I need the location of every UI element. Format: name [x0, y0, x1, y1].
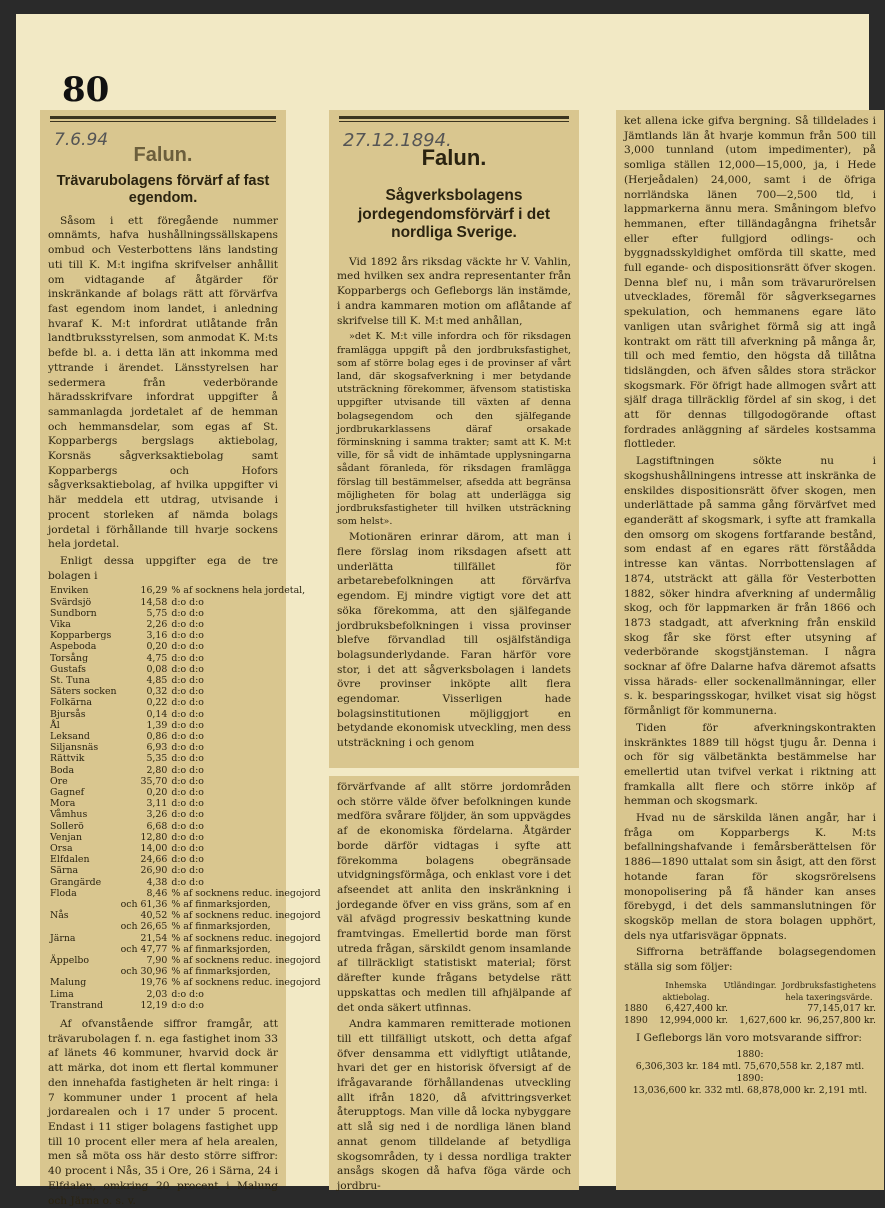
gefle-year-1890: 1890: [736, 1073, 764, 1085]
table-cell: d:o d:o [171, 820, 204, 832]
table-cell: 21,54 [140, 932, 168, 944]
table-cell: d:o d:o [171, 876, 204, 888]
table-cell: 2,26 [146, 618, 168, 630]
table-row [624, 1003, 876, 1015]
table-cell: Grangärde [50, 876, 102, 888]
table-cell: Säters socken [50, 686, 117, 698]
article-title: Trävarubolagens förvärf af fast egendom. [56, 173, 270, 207]
table-cell: 14,00 [140, 843, 168, 855]
table-cell: Enviken [50, 585, 89, 597]
table-header: Utländingar. [723, 979, 777, 990]
table-cell: d:o d:o [171, 787, 204, 799]
table-cell: % af finmarksjorden, [171, 921, 271, 933]
clipping-sagverksbolagen-continued [329, 776, 579, 1190]
article-paragraph: Andra kammaren remitterade motionen till ett tillfälligt utskott, och detta afgaf öfver densamma ett vidlyftigt utlåtande, hvari det ger en historisk öfversigt af de ifrågavarande förhållandenas utveckling allt ifrån 1820, då afvittringsverket återupptogs. Man ville då locka nybyggare att slå sig ned i de nordliga länen bland annat genom tilldelande af betydliga skogsområden, ty i dessa nordliga trakter ansågs skogen då hafva föga värde och jordbru- [337, 1018, 571, 1192]
table-row [48, 765, 323, 776]
table-cell: Våmhus [50, 809, 88, 821]
table-header: Inhemska aktiebolag. [662, 979, 710, 1002]
table-cell: 7,90 [146, 955, 168, 967]
scrapbook-page [16, 14, 876, 1207]
table-cell: 0,22 [146, 697, 168, 709]
table-row [48, 630, 323, 641]
handwritten-date: 27.12.1894. [343, 130, 452, 151]
table-cell: 35,70 [140, 775, 168, 787]
clipping-travarubolagen [40, 110, 321, 1207]
table-row [48, 832, 323, 843]
table-cell: 0,32 [146, 686, 168, 698]
article-paragraph: Såsom i ett föregående nummer omnämts, hafva hushållningssällskapens ombud och Vesterbottens läns landsting uti till K. M:t ingifna skrifvelser anhållit om vidtagande af åtgärder för inskränkande af bolags rätt att förvärfva fast egendom inom landet, i anledning hvaraf K. M:t infordrat utlåtande från landtbruksstyrelsen, som anmodat K. M:ts befde bl. a. i detta län att inkomma med yttrande i ärendet. Länsstyrelsen har sedermera från vederbörande häradsskrifvare infordrat uppgifter å sammanlagda jordetalet af de hemman och hemmansdelar, som egas af St. Kopparbergs bergslags aktiebolag, Korsnäs sågverksaktiebolag samt Kopparbergs och Hofors sågverksaktiebolag, af hvilka uppgifter vi här meddela ett utdrag, utvisande i procent storleken af nämda bolags jordetal i förhållande till hvarje sockens hela jordetal. [48, 214, 278, 551]
table-row [48, 686, 323, 697]
table-cell: Mora [50, 798, 76, 810]
table-cell: Rättvik [50, 753, 85, 765]
table-cell: 5,75 [146, 607, 168, 619]
table-cell: Sollerö [50, 820, 84, 832]
table-cell: 6,68 [146, 820, 168, 832]
table-cell: 4,75 [146, 652, 168, 664]
table-cell: St. Tuna [50, 674, 91, 686]
table-cell: 4,85 [146, 674, 168, 686]
table-row [48, 641, 323, 652]
table-cell [48, 921, 119, 932]
table-cell: d:o d:o [171, 742, 204, 754]
article-paragraph: Vid 1892 års riksdag väckte hr V. Vahlin, med hvilken sex andra representanter från Kopparbergs och Gefleborgs län instämde, i andra kammaren motion om aflåtande af skrifvelse till K. M:t med anhållan, [337, 255, 571, 327]
table-cell: 12,994,000 kr. [659, 1014, 728, 1026]
table-row [48, 787, 323, 798]
table-cell: d:o d:o [171, 775, 204, 787]
table-cell: d:o d:o [171, 843, 204, 855]
table-cell: % af socknens reduc. inegojord [171, 977, 321, 989]
table-cell: 3,26 [146, 809, 168, 821]
table-cell: d:o d:o [171, 630, 204, 642]
table-cell: % af socknens reduc. inegojord [171, 955, 321, 967]
table-cell: 14,58 [140, 596, 168, 608]
table-cell: 0,20 [146, 787, 168, 799]
table-cell: Bjursås [50, 708, 86, 720]
table-row [48, 608, 323, 619]
table-cell: d:o d:o [171, 641, 204, 653]
table-row [48, 809, 323, 820]
table-cell: 2,03 [146, 988, 168, 1000]
table-cell: Vika [50, 618, 71, 630]
table-cell: d:o d:o [171, 798, 204, 810]
table-cell: d:o d:o [171, 652, 204, 664]
table-cell: och 26,65 [120, 921, 168, 933]
table-cell: 6,93 [146, 742, 168, 754]
table-cell: Elfdalen [50, 854, 90, 866]
table-cell: 3,11 [146, 798, 168, 810]
table-row [48, 585, 323, 596]
table-cell: Gagnef [50, 787, 85, 799]
table-cell: och 30,96 [120, 966, 168, 978]
table-cell: Äppelbo [50, 955, 89, 967]
table-cell: d:o d:o [171, 618, 204, 630]
table-cell: d:o d:o [171, 596, 204, 608]
article-paragraph: Siffrorna beträffande bolagsegendomen ställa sig som följer: [624, 946, 876, 974]
table-cell: d:o d:o [171, 663, 204, 675]
table-cell [728, 1003, 802, 1015]
article-paragraph: ket allena icke gifva bergning. Så tilldelades i Jämtlands län åt hvarje kommun från 500 till 3,000 tunnland (utom impedimenter), på somliga ställen 12,000—15,000, ja, i Hede (Herjeådalen) 24,000, samt i de öfriga norrländska länen 700—2,500 tld, i lappmarkerna ännu mera. Småningom blefvo hemmanen, efter tilländagångna frihetsår eller efter fullgjord odlings- och byggnadsskyldighet omförda till skatte, med full egande- och dispositionsrätt öfver skogen. Denna blef nu, i mån som trävarurörelsen utvecklades, föremål för sågverksegarnes spekulation, och hemmanens egare läto vanligen utan svårighet förmå sig att ingå kontrakt om rätt till afverkning på många år, till och med femtio, den högsta då tillåtna tidslängden, och äfven såldes stora sträckor skogsmark. För öfrigt hade allmogen svårt att själf draga tillräcklig fördel af sin skog, i det att för dennas tillgodogörande oftast fordrades anläggning af särdeles kostsamma flottleder. [624, 115, 876, 451]
table-row [48, 854, 323, 865]
table-cell: d:o d:o [171, 708, 204, 720]
table-cell: 6,427,400 kr. [665, 1002, 728, 1014]
table-cell: 4,38 [146, 876, 168, 888]
table-cell: d:o d:o [171, 607, 204, 619]
table-row [48, 877, 323, 888]
table-row [48, 933, 323, 944]
table-cell: Malung [50, 977, 87, 989]
property-value-table [624, 979, 876, 1027]
table-cell: d:o d:o [171, 697, 204, 709]
table-cell: Transtrand [50, 999, 104, 1011]
table-cell: Särna [50, 865, 79, 877]
table-cell: Boda [50, 764, 75, 776]
gefle-row-1880: 6,306,303 kr. 184 mtl. 75,670,558 kr. 2,187 mtl. [635, 1061, 865, 1073]
table-cell: 1890 [624, 1014, 648, 1026]
table-cell: % af finmarksjorden, [171, 899, 271, 911]
table-cell [48, 944, 119, 955]
table-cell: och 47,77 [120, 943, 168, 955]
table-cell: 16,29 [140, 585, 168, 597]
table-cell: 12,19 [140, 999, 168, 1011]
table-row [48, 910, 323, 921]
clipping-sagverksbolagen-continued-2 [616, 110, 884, 1190]
table-cell: 1,39 [146, 719, 168, 731]
table-cell: d:o d:o [171, 686, 204, 698]
table-cell: Orsa [50, 843, 73, 855]
table-cell: 12,80 [140, 831, 168, 843]
table-row [48, 675, 323, 686]
table-cell: Aspeboda [50, 641, 97, 653]
table-row [48, 697, 323, 708]
table-cell: d:o d:o [171, 854, 204, 866]
article-city: Falun. [421, 145, 487, 170]
table-cell: % af finmarksjorden, [171, 966, 271, 978]
table-cell: % af finmarksjorden, [171, 943, 271, 955]
table-cell: d:o d:o [171, 764, 204, 776]
table-header: Jordbruksfastighetens hela taxeringsvärde. [781, 979, 876, 1002]
table-cell: 2,80 [146, 764, 168, 776]
table-cell: Leksand [50, 731, 90, 742]
table-row [48, 843, 323, 854]
table-cell: Svärdsjö [50, 596, 92, 608]
table-row [48, 944, 323, 955]
table-row [48, 597, 323, 608]
table-cell: Siljansnäs [50, 742, 99, 754]
table-cell: d:o d:o [171, 809, 204, 821]
table-cell: % af socknens reduc. inegojord [171, 910, 321, 922]
table-row [48, 731, 323, 742]
table-row [48, 776, 323, 787]
table-cell: d:o d:o [171, 731, 204, 742]
table-row [48, 653, 323, 664]
table-cell [48, 966, 119, 977]
table-cell: 8,46 [146, 887, 168, 899]
table-cell: d:o d:o [171, 674, 204, 686]
top-rule [50, 116, 276, 119]
table-cell: 0,08 [146, 663, 168, 675]
article-paragraph: förvärfvande af allt större jordområden och större välde öfver befolkningen kunde medföra svårare följder, än som uppvägdes af de ekonomiska fördelarna. Åtgärder borde därför vidtagas i syfte att förekomma bolagens obegränsade utvidgningsförmåga, och enklast vore i det afseendet att anlita den inskränkning i jordegande öfver en viss gräns, som af en väl afvägd progressiv beskattning kunde framtvingas. Emellertid borde man först utreda frågan, särskildt genom insamlande af tillräckligt statistiskt material; först därefter kunde frågans betydelse rätt uppskattas och medlen till afhjälpande af det onda säkert utfinnas. [337, 781, 571, 1014]
table-cell: 5,35 [146, 753, 168, 765]
table-row [624, 1015, 876, 1027]
table-row [48, 955, 323, 966]
table-cell: Torsång [50, 652, 89, 664]
table-cell: 96,257,800 kr. [807, 1014, 876, 1026]
table-row [48, 742, 323, 753]
table-cell: d:o d:o [171, 865, 204, 877]
table-cell: d:o d:o [171, 988, 204, 1000]
top-rule-thin [50, 121, 276, 122]
table-cell: 1,627,600 kr. [739, 1014, 802, 1026]
handwritten-date: 7.6.94 [54, 130, 109, 150]
table-row [48, 977, 323, 988]
table-cell: 40,52 [140, 910, 168, 922]
clipping-sagverksbolagen [329, 110, 579, 768]
table-row [48, 709, 323, 720]
table-cell: Venjan [50, 831, 83, 843]
table-cell: Ål [50, 719, 60, 731]
table-row [48, 989, 323, 1000]
table-cell: d:o d:o [171, 831, 204, 843]
table-row [48, 664, 323, 675]
table-row [48, 1000, 323, 1011]
gefle-year-1880: 1880: [736, 1049, 764, 1061]
top-rule-thin [339, 121, 569, 122]
article-city: Falun. [133, 144, 193, 166]
table-row [48, 921, 323, 932]
table-cell: % af socknens hela jordetal, [171, 585, 306, 597]
table-cell: 0,14 [146, 708, 168, 720]
table-row [48, 888, 323, 899]
table-cell: Nås [50, 910, 69, 922]
article-paragraph: Motionären erinrar därom, att man i flere förslag inom riksdagen afsett att underlätta tillfället för arbetarebefolkningen att förvärfva egendom. Ej mindre vigtigt vore det att söka förekomma, att den själfegande jordbruksbefolkningen i vissa provinser blefve förvandlad till osjälfständiga bolagsunderlydande. Faran härför vore stor, i det att sågverksbolagen i landets övre provinser inköpte allt flera egendomar. Visserligen hade bolagsinstitutionen möjliggjort en betydande ekonomisk utveckling, men dess utsträckning i och genom [337, 531, 571, 750]
table-row [48, 798, 323, 809]
table-cell: d:o d:o [171, 719, 204, 731]
table-cell: 19,76 [140, 977, 168, 989]
table-cell: 0,20 [146, 641, 168, 653]
parish-percentage-table [48, 585, 323, 1011]
article-paragraph: Tiden för afverkningskontrakten inskränktes 1889 till högst tjugu år. Denna i och för sig välbetänkta bestämmelse har emellertid utan tvifvel verkat i riktning att framkalla allt flere och större inköp af hemman och skogsmark. [624, 721, 876, 808]
table-cell: Järna [50, 932, 76, 944]
table-cell: Kopparbergs [50, 630, 112, 642]
table-cell: % af socknens reduc. inegojord [171, 932, 321, 944]
table-cell: 24,66 [140, 854, 168, 866]
article-paragraph: Af ofvanstående siffror framgår, att trävarubolagen f. n. ega fastighet inom 33 af länets 46 kommuner, hvarvid dock är att märka, dot inom ett flertal kommuner den innehafda fastigheten är helt ringa: i 7 kommuner under 1 procent af hela jordarealen och i 17 under 5 procent. Endast i 11 stiger bolagens fastighet upp till 10 procent eller mera af hela arealen, men så möta oss här desto större siffror: 40 procent i Nås, 35 i Ore, 26 i Särna, 24 i Elfdalen, omkring 20 procent i Malung och Järna o. s. v. [48, 1018, 278, 1207]
table-cell: % af socknens reduc. inegojord [171, 887, 321, 899]
table-cell: Folkärna [50, 697, 93, 709]
table-cell: 77,145,017 kr. [807, 1002, 876, 1014]
table-cell: Lima [50, 988, 74, 1000]
table-cell: Sundborn [50, 607, 97, 619]
table-row [48, 865, 323, 876]
table-cell: 3,16 [146, 630, 168, 642]
table-cell [48, 899, 119, 910]
table-cell: 0,86 [146, 731, 168, 742]
article-quote: »det K. M:t ville infordra och för riksdagen framlägga uppgift på den jordbruksfastighet, som af större bolag eges i de provinser af vårt land, där skogsafverkning i mer betydande utsträckning förekommer, äfvensom statistiska uppgifter utvisande till växten af denna bolagsegendom och den själfegande jordbrukarklassens däraf orsakade förminskning i samma trakter; samt att K. M:t ville, för så vidt de inhämtade upplysningarna sådant föranleda, för riksdagen framlägga förslag till bestämmelser, afseddа att begränsa möjligheten för bolag att underlägga sig jordbruksfastigheter till hvilken utsträckning som helst». [337, 331, 571, 528]
article-paragraph: Hvad nu de särskilda länen angår, har i fråga om Kopparbergs K. M:ts befallningshafvande i femårsberättelsen för 1886—1890 uttalat som sin åsigt, att den först hotande faran för skogsrörelsens monopolisering på få händer kan anses förebygd, i det dels sammanslutningen för skogsköp mellan de stora bolagen upphört, dels nya utfarisvägar öppnats. [624, 812, 876, 942]
table-cell: d:o d:o [171, 999, 204, 1011]
table-row [48, 720, 323, 731]
table-row [48, 966, 323, 977]
table-cell: 1880 [624, 1002, 648, 1014]
table-cell: och 61,36 [120, 899, 168, 911]
page-number: 80 [62, 70, 110, 110]
article-paragraph: Lagstiftningen sökte nu i skogshushållningens intresse att inskränka de enskildes dispositionsrätt öfver skogen, men underlättade på samma gång förvärfvet med eganderätt af skogsmark, i syfte att framkalla den omsorg om skogens fortfarande bestånd, som endast af en egares rätt förståådda intresse kan väntas. Norrbottenslagen af 1874, utsträckt att gälla för Vesterbotten 1882, söker hindra afverkning af undermålig skog, och för lappmarken är från 1866 och 1873 stadgadt, att afverkning från enskild skog får ske först efter utsyning af vederbörande skogstjänsteman. I några socknar af öfre Dalarne hafva däremot afsatts vissa härads- eller sockenallmänningar, eller s. k. besparingsskogar, hvilket visat sig högst förmånligt för kommunerna. [624, 455, 876, 718]
gefle-row-1890: 13,036,600 kr. 332 mtl. 68,878,000 kr. 2,191 mtl. [632, 1085, 868, 1097]
top-rule [339, 116, 569, 119]
table-cell: 26,90 [140, 865, 168, 877]
table-cell: d:o d:o [171, 753, 204, 765]
article-title: Sågverksbolagens jordegendomsförvärf i det nordliga Sverige. [357, 187, 551, 242]
table-cell: Ore [50, 775, 68, 787]
table-row [48, 899, 323, 910]
article-paragraph: Enligt dessa uppgifter ega de tre bolagen i [48, 554, 278, 582]
table-row [48, 821, 323, 832]
table-cell: Floda [50, 887, 77, 899]
table-row [48, 753, 323, 764]
table-cell: Gustafs [50, 663, 86, 675]
table-row [48, 619, 323, 630]
article-paragraph: I Gefleborgs län voro motsvarande siffror: [636, 1031, 862, 1044]
